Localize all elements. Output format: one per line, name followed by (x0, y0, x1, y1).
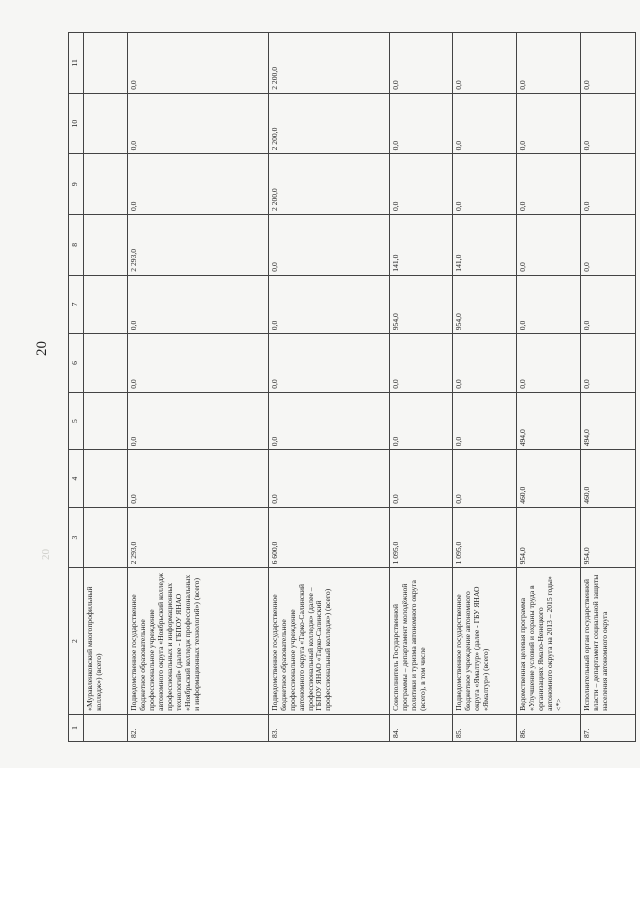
row-name: Подведомственное государственное бюджетное образовательное профессиональное учреждение автономного округа «Ноябрьский колледж профессиональных и информационных технологий» (далее - ГБПОУ ЯНАО «Ноябрьский колледж профессиональных и информационных технологий») (всего) (127, 568, 268, 714)
value-cell: 0,0 (268, 334, 389, 393)
value-cell: 0,0 (389, 450, 453, 508)
value-cell: 0,0 (517, 215, 581, 276)
column-header: 7 (69, 275, 84, 334)
row-name: «Муравленковский многопрофильный колледж») (всего) (84, 568, 128, 714)
value-cell: 1 095,0 (453, 507, 517, 568)
value-cell: 2 200,0 (268, 154, 389, 215)
value-cell: 0,0 (453, 154, 517, 215)
column-header: 1 (69, 714, 84, 741)
value-cell: 141,0 (389, 215, 453, 276)
value-cell: 0,0 (580, 334, 635, 393)
value-cell: 2 293,0 (127, 215, 268, 276)
row-number: 86. (517, 714, 581, 741)
value-cell: 460,0 (517, 450, 581, 508)
value-cell: 954,0 (389, 275, 453, 334)
budget-table (68, 32, 636, 742)
value-cell: 141,0 (453, 215, 517, 276)
value-cell: 0,0 (580, 215, 635, 276)
table-row (580, 33, 635, 742)
value-cell: 0,0 (389, 33, 453, 94)
value-cell: 494,0 (517, 392, 581, 450)
column-header: 4 (69, 450, 84, 508)
value-cell: 0,0 (580, 275, 635, 334)
table-row (517, 33, 581, 742)
column-header: 3 (69, 507, 84, 568)
row-name: Подведомственное государственное бюджетное учреждение автономного округа «Ямалтур» (далее - ГБУ ЯНАО «Ямалтур») (всего) (453, 568, 517, 714)
value-cell: 0,0 (127, 33, 268, 94)
value-cell: 0,0 (389, 334, 453, 393)
column-header: 10 (69, 93, 84, 154)
value-cell: 0,0 (389, 154, 453, 215)
column-header: 11 (69, 33, 84, 94)
value-cell: 2 200,0 (268, 33, 389, 94)
value-cell (84, 507, 128, 568)
value-cell: 1 095,0 (389, 507, 453, 568)
value-cell (84, 215, 128, 276)
table-row (389, 33, 453, 742)
budget-table-wrapper (68, 32, 636, 742)
value-cell: 0,0 (268, 450, 389, 508)
value-cell: 0,0 (389, 392, 453, 450)
value-cell: 954,0 (453, 275, 517, 334)
value-cell: 0,0 (389, 93, 453, 154)
table-row (127, 33, 268, 742)
row-name: Соисполнитель Государственной программы – департамент молодёжной политики и туризма автономного округа (всего), в том числе (389, 568, 453, 714)
value-cell: 0,0 (453, 33, 517, 94)
row-number: 85. (453, 714, 517, 741)
row-number (84, 714, 128, 741)
table-row (84, 33, 128, 742)
value-cell: 0,0 (127, 392, 268, 450)
column-header: 8 (69, 215, 84, 276)
value-cell: 2 293,0 (127, 507, 268, 568)
row-number: 84. (389, 714, 453, 741)
value-cell: 0,0 (268, 215, 389, 276)
value-cell: 0,0 (127, 93, 268, 154)
value-cell: 0,0 (580, 154, 635, 215)
value-cell: 0,0 (580, 33, 635, 94)
value-cell: 0,0 (517, 334, 581, 393)
column-header: 5 (69, 392, 84, 450)
value-cell: 0,0 (453, 334, 517, 393)
value-cell: 954,0 (517, 507, 581, 568)
row-name: Ведомственная целевая программа «Улучшение условий и охраны труда в организациях Ямало-Ненецкого автономного округа на 2013 – 2015 годы» <*> (517, 568, 581, 714)
value-cell: 0,0 (268, 392, 389, 450)
value-cell (84, 450, 128, 508)
value-cell (84, 93, 128, 154)
value-cell: 0,0 (580, 93, 635, 154)
value-cell: 0,0 (453, 93, 517, 154)
value-cell: 0,0 (517, 275, 581, 334)
value-cell: 0,0 (127, 334, 268, 393)
value-cell: 0,0 (453, 392, 517, 450)
value-cell: 2 200,0 (268, 93, 389, 154)
value-cell: 0,0 (453, 450, 517, 508)
value-cell (84, 275, 128, 334)
column-header: 9 (69, 154, 84, 215)
row-number: 82. (127, 714, 268, 741)
value-cell (84, 154, 128, 215)
value-cell: 0,0 (268, 275, 389, 334)
row-number: 83. (268, 714, 389, 741)
value-cell (84, 392, 128, 450)
column-header: 6 (69, 334, 84, 393)
value-cell: 460,0 (580, 450, 635, 508)
value-cell: 0,0 (127, 275, 268, 334)
value-cell: 0,0 (517, 154, 581, 215)
value-cell (84, 334, 128, 393)
value-cell: 954,0 (580, 507, 635, 568)
value-cell: 0,0 (517, 93, 581, 154)
table-row (268, 33, 389, 742)
value-cell: 0,0 (127, 154, 268, 215)
value-cell: 0,0 (517, 33, 581, 94)
value-cell (84, 33, 128, 94)
row-name: Исполнительный орган государственной власти – департамент социальной защиты населения автономного округа (580, 568, 635, 714)
row-number: 87. (580, 714, 635, 741)
value-cell: 6 600,0 (268, 507, 389, 568)
page-number: 20 (34, 341, 50, 356)
value-cell: 494,0 (580, 392, 635, 450)
table-row (453, 33, 517, 742)
bleed-through-number: 20 (40, 549, 52, 560)
table-header-row (69, 33, 84, 742)
value-cell: 0,0 (127, 450, 268, 508)
row-name: Подведомственное государственное бюджетное образовательное профессиональное учреждение автономного округа «Тарко-Салинский профессиональный колледж» (далее – ГБПОУ ЯНАО «Тарко-Салинский профессиональный колледж») (всего) (268, 568, 389, 714)
column-header: 2 (69, 568, 84, 714)
